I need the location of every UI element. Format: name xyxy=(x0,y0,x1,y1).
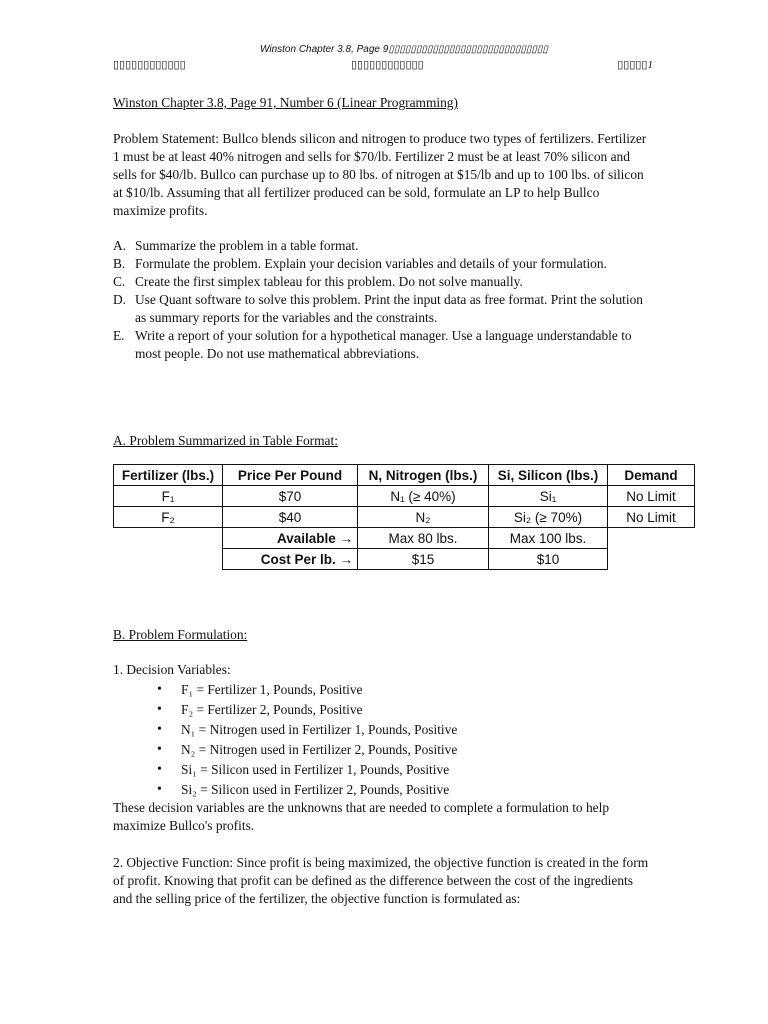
list-item: • F₂ = Fertilizer 2, Pounds, Positive xyxy=(157,701,653,719)
table-row xyxy=(114,486,695,507)
doc-title xyxy=(113,94,653,112)
page-title: Winston Chapter 3.8, Page 91, Number 6 (Linear Programming) xyxy=(113,95,458,110)
list-item: • F₁ = Fertilizer 1, Pounds, Positive xyxy=(157,681,653,699)
task-text: Write a report of your solution for a hypothetical manager. Use a language understandable to most people. Do not use mathematical abbreviations. xyxy=(135,328,632,361)
table-blank-cell xyxy=(114,549,223,570)
page-number: 1 xyxy=(647,59,653,71)
problem-statement-block xyxy=(113,130,653,220)
table-cell: N₁ (≥ 40%) xyxy=(358,486,489,507)
list-item: • Si₂ = Silicon used in Fertilizer 2, Pounds, Positive xyxy=(157,781,653,799)
running-header xyxy=(113,58,653,74)
table-cell: F₁ xyxy=(114,486,223,507)
table-cell: Si₂ (≥ 70%) xyxy=(489,507,608,528)
header-right xyxy=(617,58,653,71)
task-text: Create the first simplex tableau for this problem. Do not solve manually. xyxy=(135,274,523,289)
table-row xyxy=(114,507,695,528)
table-cell: Max 100 lbs. xyxy=(489,528,608,549)
running-header-title: Winston Chapter 3.8, Page 9▯▯▯▯▯▯▯▯▯▯▯▯▯▯▯▯▯▯▯▯▯▯▯▯▯▯▯▯▯ xyxy=(260,44,548,55)
task-mark: C. xyxy=(113,274,126,289)
decision-variables-block xyxy=(113,661,653,835)
section-a-heading-block xyxy=(113,432,653,450)
table-cell: F₂ xyxy=(114,507,223,528)
task-mark: E. xyxy=(113,328,125,343)
table-cell: $10 xyxy=(489,549,608,570)
task-text: Summarize the problem in a table format. xyxy=(135,238,359,253)
table-cell: No Limit xyxy=(608,486,695,507)
task-mark: A. xyxy=(113,238,127,253)
header-left: ▯▯▯▯▯▯▯▯▯▯▯▯ xyxy=(113,59,186,71)
table-blank-cell xyxy=(608,528,695,549)
section-b-heading: B. Problem Formulation: xyxy=(113,627,248,642)
variables-note: These decision variables are the unknowns that are needed to complete a formulation to help maximize Bullco's profits. xyxy=(113,800,610,833)
cost-label: Cost Per lb. → xyxy=(223,549,358,570)
task-mark: B. xyxy=(113,256,126,271)
decision-heading: 1. Decision Variables: xyxy=(113,662,231,677)
task-list xyxy=(113,237,653,363)
problem-statement: Problem Statement: Bullco blends silicon and nitrogen to produce two types of fertilizers. Fertilizer 1 must be at least 40% nitrogen and sells for $70/lb. Fertilizer 2 must be at least 70% silicon and sells for $40/lb. Bullco can purchase up to 80 lbs. of nitrogen at $15/lb and up to 100 lbs. of silicon at $10/lb. Assuming that all fertilizer produced can be sold, formulate an LP to help Bullco maximize profits. xyxy=(113,131,647,218)
table-cell: $70 xyxy=(223,486,358,507)
table-row-cost xyxy=(114,549,695,570)
table-header: Price Per Pound xyxy=(223,465,358,486)
table-header: N, Nitrogen (lbs.) xyxy=(358,465,489,486)
table-cell: N₂ xyxy=(358,507,489,528)
table-row-available xyxy=(114,528,695,549)
table-cell: $15 xyxy=(358,549,489,570)
task-item xyxy=(113,255,653,273)
table-header: Fertilizer (lbs.) xyxy=(114,465,223,486)
table-cell: Max 80 lbs. xyxy=(358,528,489,549)
table-blank-cell xyxy=(114,528,223,549)
task-text: Formulate the problem. Explain your decision variables and details of your formulation. xyxy=(135,256,607,271)
task-mark: D. xyxy=(113,292,127,307)
table-header: Demand xyxy=(608,465,695,486)
table-blank-cell xyxy=(608,549,695,570)
summary-table xyxy=(113,464,695,570)
table-header: Si, Silicon (lbs.) xyxy=(489,465,608,486)
objective-block xyxy=(113,854,653,908)
table-cell: No Limit xyxy=(608,507,695,528)
task-item xyxy=(113,291,653,327)
variable-list xyxy=(113,681,653,799)
list-item: • N₁ = Nitrogen used in Fertilizer 1, Pounds, Positive xyxy=(157,721,653,739)
task-item xyxy=(113,273,653,291)
task-text: Use Quant software to solve this problem. Print the input data as free format. Print the solution as summary reports for the variables and the constraints. xyxy=(135,292,644,325)
table-cell: Si₁ xyxy=(489,486,608,507)
list-item: • N₂ = Nitrogen used in Fertilizer 2, Pounds, Positive xyxy=(157,741,653,759)
available-label: Available → xyxy=(223,528,358,549)
objective-text: 2. Objective Function: Since profit is being maximized, the objective function is created in the form of profit. Knowing that profit can be defined as the difference between the cost of the ingredients and the selling price of the fertilizer, the objective function is formulated as: xyxy=(113,855,649,906)
task-list-block xyxy=(113,237,653,363)
section-b-heading-block xyxy=(113,626,653,644)
table-cell: $40 xyxy=(223,507,358,528)
header-center: ▯▯▯▯▯▯▯▯▯▯▯▯ xyxy=(351,59,424,71)
list-item: • Si₁ = Silicon used in Fertilizer 1, Pounds, Positive xyxy=(157,761,653,779)
task-item xyxy=(113,237,653,255)
section-a-heading: A. Problem Summarized in Table Format: xyxy=(113,433,338,448)
table-header-row xyxy=(114,465,695,486)
header-right-prefix: ▯▯▯▯▯ xyxy=(617,59,648,71)
task-item xyxy=(113,327,653,363)
